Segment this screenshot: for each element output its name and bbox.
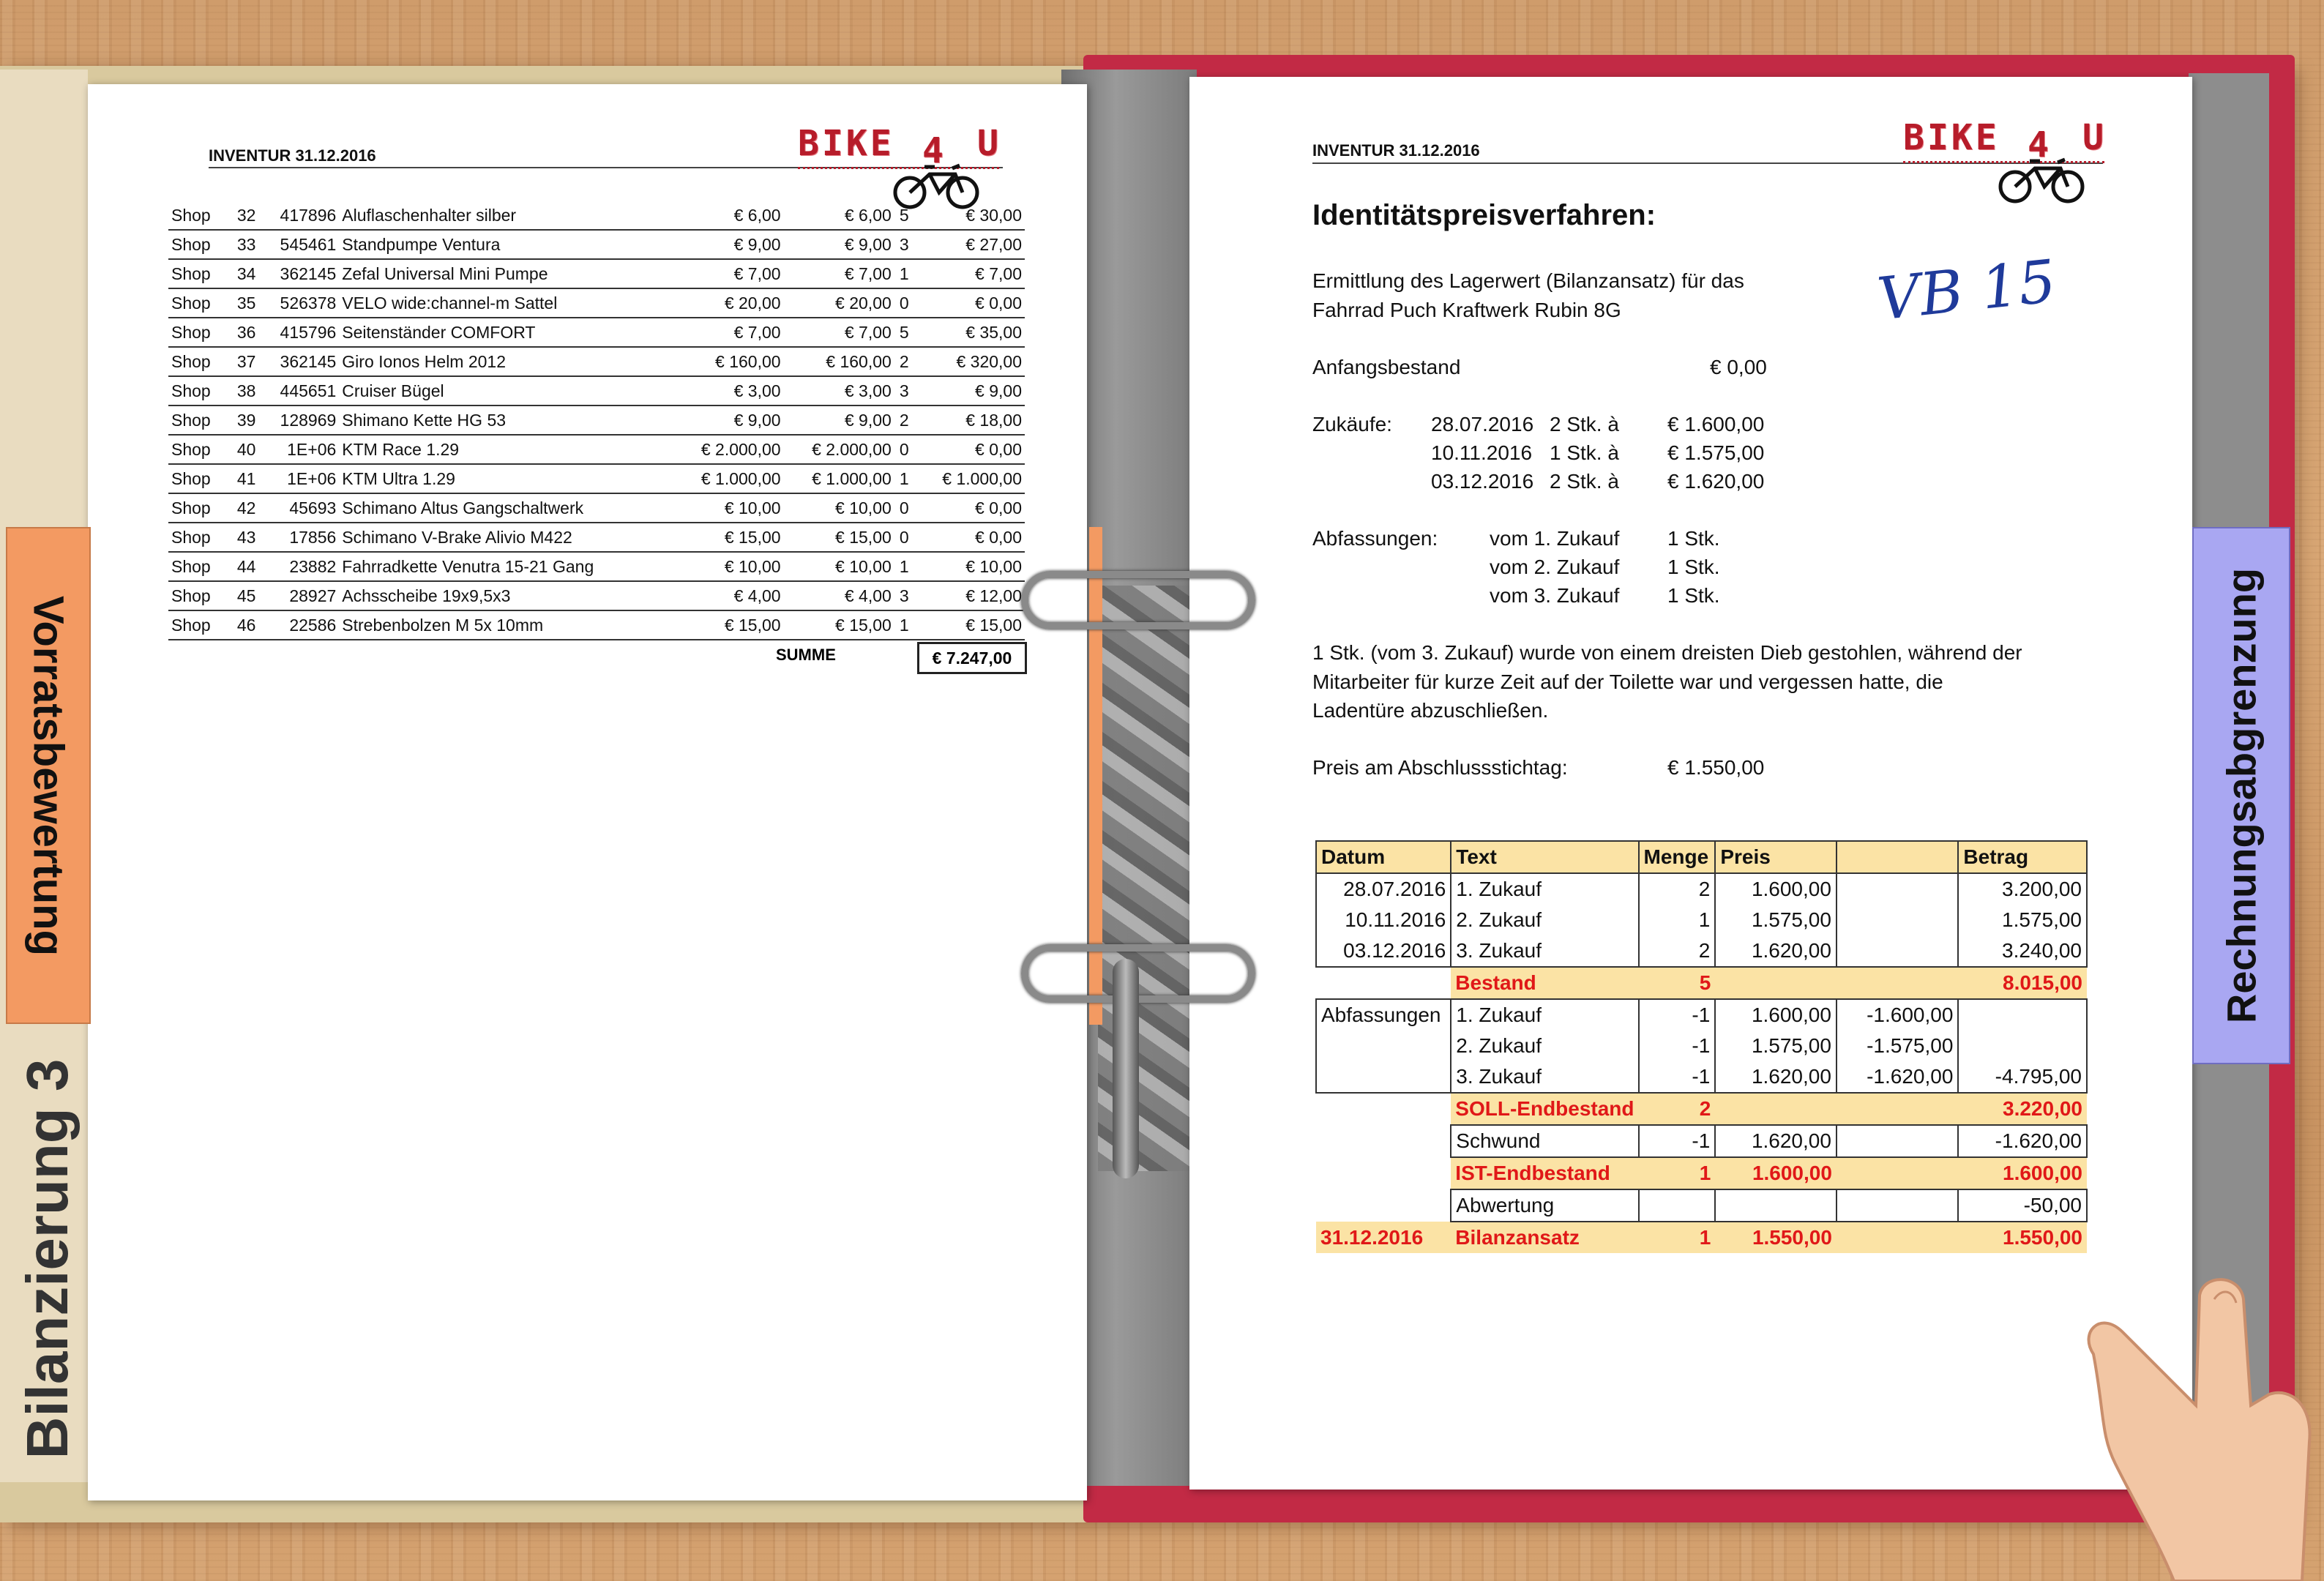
row-description: Schimano V-Brake Alivio M422 (339, 523, 673, 552)
row-price-2: € 160,00 (784, 347, 894, 376)
tab-vorratsbewertung[interactable] (6, 527, 91, 1024)
cell-menge: 2 (1639, 1093, 1716, 1125)
row-article-no: 28927 (258, 581, 339, 610)
row-quantity: 3 (894, 376, 914, 405)
cell-preis: 1.600,00 (1715, 873, 1837, 905)
row-price-2: € 6,00 (784, 201, 894, 230)
table-row (168, 493, 1025, 523)
cell-menge (1639, 1189, 1716, 1222)
row-amount: € 9,00 (914, 376, 1025, 405)
cell-datum (1316, 1125, 1451, 1157)
row-number: 44 (227, 552, 259, 581)
table-row (168, 552, 1025, 581)
cell-datum (1316, 967, 1451, 999)
cell-datum (1316, 1061, 1451, 1093)
row-price-2: € 7,00 (784, 318, 894, 347)
logo (798, 123, 1017, 211)
cell-betrag: 1.575,00 (1958, 905, 2087, 935)
cell-menge: -1 (1639, 999, 1716, 1031)
row-location: Shop (168, 318, 227, 347)
row-description: Zefal Universal Mini Pumpe (339, 259, 673, 288)
tab-rechnungsabgrenzung-label: Rechnungsabgrenzung (2218, 567, 2265, 1024)
row-location: Shop (168, 288, 227, 318)
row-amount: € 18,00 (914, 405, 1025, 435)
row-price: € 10,00 (673, 493, 783, 523)
summe-value: € 7.247,00 (917, 642, 1027, 674)
table-row (168, 610, 1025, 640)
row-quantity: 2 (894, 347, 914, 376)
cell-menge: 1 (1639, 1222, 1716, 1253)
table-row (168, 201, 1025, 230)
table-row (1316, 873, 2087, 905)
row-amount: € 320,00 (914, 347, 1025, 376)
cell-preis: 1.575,00 (1715, 905, 1837, 935)
row-article-no: 17856 (258, 523, 339, 552)
row-number: 37 (227, 347, 259, 376)
row-number: 42 (227, 493, 259, 523)
zukauf-qty: 2 Stk. à (1550, 470, 1619, 493)
cell-betrag: 3.240,00 (1958, 935, 2087, 967)
row-quantity: 0 (894, 288, 914, 318)
tab-vorratsbewertung-label: Vorratsbewertung (24, 595, 72, 956)
row-price: € 4,00 (673, 581, 783, 610)
cell-menge: -1 (1639, 1061, 1716, 1093)
row-location: Shop (168, 376, 227, 405)
row-price: € 15,00 (673, 610, 783, 640)
zukauf-qty: 2 Stk. à (1550, 413, 1619, 436)
row-price: € 7,00 (673, 318, 783, 347)
zukaeufe-label: Zukäufe: (1312, 413, 1392, 436)
row-location: Shop (168, 201, 227, 230)
row-description: Schimano Altus Gangschaltwerk (339, 493, 673, 523)
row-article-no: 1E+06 (258, 435, 339, 464)
row-price-2: € 2.000,00 (784, 435, 894, 464)
table-row (168, 523, 1025, 552)
logo (1903, 117, 2123, 205)
row-price-2: € 1.000,00 (784, 464, 894, 493)
row-description: Achsscheibe 19x9,5x3 (339, 581, 673, 610)
col-header: Preis (1715, 841, 1837, 873)
summe-label: SUMME (776, 646, 836, 664)
cell-preis: 1.620,00 (1715, 935, 1837, 967)
cell-extra (1837, 905, 1958, 935)
row-article-no: 45693 (258, 493, 339, 523)
zukauf-date: 03.12.2016 (1431, 470, 1534, 493)
row-description: Giro Ionos Helm 2012 (339, 347, 673, 376)
table-row (1316, 1125, 2087, 1157)
row-number: 46 (227, 610, 259, 640)
row-location: Shop (168, 405, 227, 435)
logo-text-u: U (977, 123, 1001, 164)
cell-betrag (1958, 999, 2087, 1031)
cell-betrag: 3.200,00 (1958, 873, 2087, 905)
table-row (168, 464, 1025, 493)
row-description: KTM Race 1.29 (339, 435, 673, 464)
left-page-header: INVENTUR 31.12.2016 (209, 146, 376, 165)
row-amount: € 10,00 (914, 552, 1025, 581)
row-price: € 6,00 (673, 201, 783, 230)
cell-text: IST-Endbestand (1451, 1157, 1638, 1189)
zukauf-qty: 1 Stk. à (1550, 441, 1619, 464)
cell-preis: 1.620,00 (1715, 1061, 1837, 1093)
col-header: Menge (1639, 841, 1716, 873)
row-location: Shop (168, 552, 227, 581)
row-number: 34 (227, 259, 259, 288)
cell-extra (1837, 1157, 1958, 1189)
row-price-2: € 7,00 (784, 259, 894, 288)
spine-label-text: Bilanzierung 3 (15, 1058, 80, 1459)
table-row (1316, 1031, 2087, 1061)
row-location: Shop (168, 493, 227, 523)
handwritten-note: VB 15 (1874, 247, 2059, 334)
cell-text: Schwund (1451, 1125, 1638, 1157)
zukauf-price: € 1.620,00 (1667, 470, 1765, 493)
cell-text: 2. Zukauf (1451, 905, 1638, 935)
cell-preis: 1.575,00 (1715, 1031, 1837, 1061)
abfassung-qty: 1 Stk. (1667, 527, 1720, 550)
row-quantity: 1 (894, 464, 914, 493)
table-row (1316, 1093, 2087, 1125)
row-location: Shop (168, 523, 227, 552)
row-description: Strebenbolzen M 5x 10mm (339, 610, 673, 640)
cell-menge: 1 (1639, 905, 1716, 935)
binder-lever[interactable] (1113, 959, 1139, 1178)
row-price: € 9,00 (673, 230, 783, 259)
tab-rechnungsabgrenzung[interactable] (2192, 527, 2290, 1064)
row-number: 45 (227, 581, 259, 610)
row-price-2: € 10,00 (784, 493, 894, 523)
cell-text: 3. Zukauf (1451, 1061, 1638, 1093)
cell-betrag: -4.795,00 (1958, 1061, 2087, 1093)
table-row (168, 405, 1025, 435)
story-line-3: Ladentüre abzuschließen. (1312, 699, 1549, 722)
table-row (1316, 1189, 2087, 1222)
cell-extra: -1.620,00 (1837, 1061, 1958, 1093)
cell-preis (1715, 1093, 1837, 1125)
abfassung-qty: 1 Stk. (1667, 584, 1720, 607)
col-header: Betrag (1958, 841, 2087, 873)
table-row (1316, 1157, 2087, 1189)
cell-extra (1837, 1125, 1958, 1157)
cell-extra (1837, 873, 1958, 905)
row-location: Shop (168, 435, 227, 464)
bicycle-icon (1995, 154, 2090, 205)
row-quantity: 2 (894, 405, 914, 435)
table-row (168, 376, 1025, 405)
cell-preis: 1.550,00 (1715, 1222, 1837, 1253)
row-description: Shimano Kette HG 53 (339, 405, 673, 435)
cell-datum: Abfassungen (1316, 999, 1451, 1031)
abfassungen-label: Abfassungen: (1312, 527, 1438, 550)
row-price: € 160,00 (673, 347, 783, 376)
row-price: € 20,00 (673, 288, 783, 318)
table-row (1316, 1222, 2087, 1253)
cell-betrag (1958, 1031, 2087, 1061)
cell-preis: 1.600,00 (1715, 999, 1837, 1031)
col-header: Text (1451, 841, 1638, 873)
row-number: 35 (227, 288, 259, 318)
zukauf-price: € 1.575,00 (1667, 441, 1765, 464)
cell-extra (1837, 1093, 1958, 1125)
row-amount: € 0,00 (914, 493, 1025, 523)
cell-menge: 2 (1639, 935, 1716, 967)
zukauf-price: € 1.600,00 (1667, 413, 1765, 436)
spine-label-bilanzierung (11, 1032, 84, 1486)
cell-menge: -1 (1639, 1031, 1716, 1061)
table-row (1316, 905, 2087, 935)
row-number: 39 (227, 405, 259, 435)
table-row (168, 288, 1025, 318)
calculation-table (1315, 840, 2088, 1253)
cell-preis: 1.620,00 (1715, 1125, 1837, 1157)
right-page-header: INVENTUR 31.12.2016 (1312, 141, 1480, 160)
logo-text-u: U (2082, 117, 2107, 158)
anfangsbestand-label: Anfangsbestand (1312, 356, 1461, 378)
row-location: Shop (168, 259, 227, 288)
cell-text: 2. Zukauf (1451, 1031, 1638, 1061)
cell-datum: 31.12.2016 (1316, 1222, 1451, 1253)
row-price: € 3,00 (673, 376, 783, 405)
row-number: 32 (227, 201, 259, 230)
cell-text: 1. Zukauf (1451, 873, 1638, 905)
table-row (1316, 999, 2087, 1031)
row-description: Cruiser Bügel (339, 376, 673, 405)
row-article-no: 415796 (258, 318, 339, 347)
row-article-no: 1E+06 (258, 464, 339, 493)
row-location: Shop (168, 581, 227, 610)
zukauf-date: 10.11.2016 (1431, 441, 1533, 464)
logo-text-4: 4 (922, 130, 946, 171)
row-location: Shop (168, 610, 227, 640)
cell-extra (1837, 1222, 1958, 1253)
table-row (168, 435, 1025, 464)
row-quantity: 3 (894, 230, 914, 259)
cell-betrag: 8.015,00 (1958, 967, 2087, 999)
row-number: 33 (227, 230, 259, 259)
abfassung-from: vom 3. Zukauf (1490, 584, 1620, 607)
intro-line-1: Ermittlung des Lagerwert (Bilanzansatz) für das (1312, 269, 1744, 292)
cell-preis (1715, 967, 1837, 999)
inventory-table (168, 201, 1025, 640)
cell-text: SOLL-Endbestand (1451, 1093, 1638, 1125)
logo-text-4: 4 (2028, 124, 2052, 165)
zukauf-date: 28.07.2016 (1431, 413, 1534, 436)
row-price: € 2.000,00 (673, 435, 783, 464)
cell-menge: 1 (1639, 1157, 1716, 1189)
cell-extra: -1.600,00 (1837, 999, 1958, 1031)
row-quantity: 0 (894, 435, 914, 464)
cell-text: 3. Zukauf (1451, 935, 1638, 967)
row-article-no: 23882 (258, 552, 339, 581)
cell-datum (1316, 1189, 1451, 1222)
row-article-no: 445651 (258, 376, 339, 405)
row-amount: € 0,00 (914, 523, 1025, 552)
row-description: Aluflaschenhalter silber (339, 201, 673, 230)
cell-menge: -1 (1639, 1125, 1716, 1157)
row-amount: € 7,00 (914, 259, 1025, 288)
table-row (168, 318, 1025, 347)
row-price: € 15,00 (673, 523, 783, 552)
row-price-2: € 9,00 (784, 405, 894, 435)
row-number: 43 (227, 523, 259, 552)
row-quantity: 1 (894, 610, 914, 640)
table-row (168, 259, 1025, 288)
preis-label: Preis am Abschlussstichtag: (1312, 756, 1568, 779)
cell-betrag: -1.620,00 (1958, 1125, 2087, 1157)
row-amount: € 0,00 (914, 288, 1025, 318)
story-line-1: 1 Stk. (vom 3. Zukauf) wurde von einem dreisten Dieb gestohlen, während der (1312, 641, 2022, 664)
row-number: 36 (227, 318, 259, 347)
row-price: € 10,00 (673, 552, 783, 581)
cell-datum (1316, 1157, 1451, 1189)
cell-betrag: -50,00 (1958, 1189, 2087, 1222)
row-article-no: 128969 (258, 405, 339, 435)
row-price: € 9,00 (673, 405, 783, 435)
cell-preis (1715, 1189, 1837, 1222)
row-amount: € 0,00 (914, 435, 1025, 464)
abfassung-from: vom 1. Zukauf (1490, 527, 1620, 550)
row-price-2: € 9,00 (784, 230, 894, 259)
row-article-no: 22586 (258, 610, 339, 640)
col-header: Datum (1316, 841, 1451, 873)
cell-menge: 5 (1639, 967, 1716, 999)
row-article-no: 362145 (258, 347, 339, 376)
row-quantity: 0 (894, 493, 914, 523)
logo-text-bike: BIKE (1903, 117, 2000, 158)
row-price-2: € 15,00 (784, 610, 894, 640)
row-quantity: 1 (894, 259, 914, 288)
row-quantity: 3 (894, 581, 914, 610)
row-price-2: € 3,00 (784, 376, 894, 405)
row-amount: € 1.000,00 (914, 464, 1025, 493)
row-number: 38 (227, 376, 259, 405)
cell-extra (1837, 967, 1958, 999)
row-price: € 7,00 (673, 259, 783, 288)
cell-preis: 1.600,00 (1715, 1157, 1837, 1189)
story-line-2: Mitarbeiter für kurze Zeit auf der Toilette war und vergessen hatte, die (1312, 670, 1943, 693)
cell-extra (1837, 935, 1958, 967)
row-article-no: 362145 (258, 259, 339, 288)
row-price-2: € 20,00 (784, 288, 894, 318)
row-quantity: 5 (894, 318, 914, 347)
cell-menge: 2 (1639, 873, 1716, 905)
row-number: 40 (227, 435, 259, 464)
table-row (1316, 935, 2087, 967)
table-header-row (1316, 841, 2087, 873)
row-price-2: € 10,00 (784, 552, 894, 581)
cell-betrag: 3.220,00 (1958, 1093, 2087, 1125)
row-amount: € 27,00 (914, 230, 1025, 259)
row-location: Shop (168, 464, 227, 493)
cell-extra (1837, 1189, 1958, 1222)
row-amount: € 15,00 (914, 610, 1025, 640)
cell-text: Bilanzansatz (1451, 1222, 1638, 1253)
cell-text: 1. Zukauf (1451, 999, 1638, 1031)
row-price-2: € 15,00 (784, 523, 894, 552)
page-title: Identitätspreisverfahren: (1312, 199, 1656, 231)
row-quantity: 0 (894, 523, 914, 552)
row-description: Standpumpe Ventura (339, 230, 673, 259)
hand-illustration (2050, 1266, 2324, 1581)
row-description: KTM Ultra 1.29 (339, 464, 673, 493)
row-number: 41 (227, 464, 259, 493)
cell-datum (1316, 1093, 1451, 1125)
row-location: Shop (168, 347, 227, 376)
row-location: Shop (168, 230, 227, 259)
col-header (1837, 841, 1958, 873)
cell-betrag: 1.550,00 (1958, 1222, 2087, 1253)
row-description: Fahrradkette Venutra 15-21 Gang (339, 552, 673, 581)
cell-betrag: 1.600,00 (1958, 1157, 2087, 1189)
cell-text: Bestand (1451, 967, 1638, 999)
table-row (168, 347, 1025, 376)
abfassung-qty: 1 Stk. (1667, 556, 1720, 578)
row-description: VELO wide:channel-m Sattel (339, 288, 673, 318)
cell-datum: 28.07.2016 (1316, 873, 1451, 905)
preis-value: € 1.550,00 (1667, 756, 1765, 779)
table-row (1316, 1061, 2087, 1093)
row-price-2: € 4,00 (784, 581, 894, 610)
row-article-no: 526378 (258, 288, 339, 318)
anfangsbestand-value: € 0,00 (1710, 356, 1767, 378)
row-quantity: 5 (894, 201, 914, 230)
row-description: Seitenständer COMFORT (339, 318, 673, 347)
cell-extra: -1.575,00 (1837, 1031, 1958, 1061)
cell-datum: 10.11.2016 (1316, 905, 1451, 935)
cell-text: Abwertung (1451, 1189, 1638, 1222)
intro-line-2: Fahrrad Puch Kraftwerk Rubin 8G (1312, 299, 1621, 321)
row-amount: € 35,00 (914, 318, 1025, 347)
table-row (168, 581, 1025, 610)
row-price: € 1.000,00 (673, 464, 783, 493)
cell-datum: 03.12.2016 (1316, 935, 1451, 967)
row-amount: € 12,00 (914, 581, 1025, 610)
row-amount: € 30,00 (914, 201, 1025, 230)
abfassung-from: vom 2. Zukauf (1490, 556, 1620, 578)
logo-text-bike: BIKE (798, 123, 894, 164)
row-article-no: 545461 (258, 230, 339, 259)
table-row (168, 230, 1025, 259)
row-quantity: 1 (894, 552, 914, 581)
cell-datum (1316, 1031, 1451, 1061)
row-article-no: 417896 (258, 201, 339, 230)
table-row (1316, 967, 2087, 999)
binder-ring-top (1021, 571, 1255, 629)
